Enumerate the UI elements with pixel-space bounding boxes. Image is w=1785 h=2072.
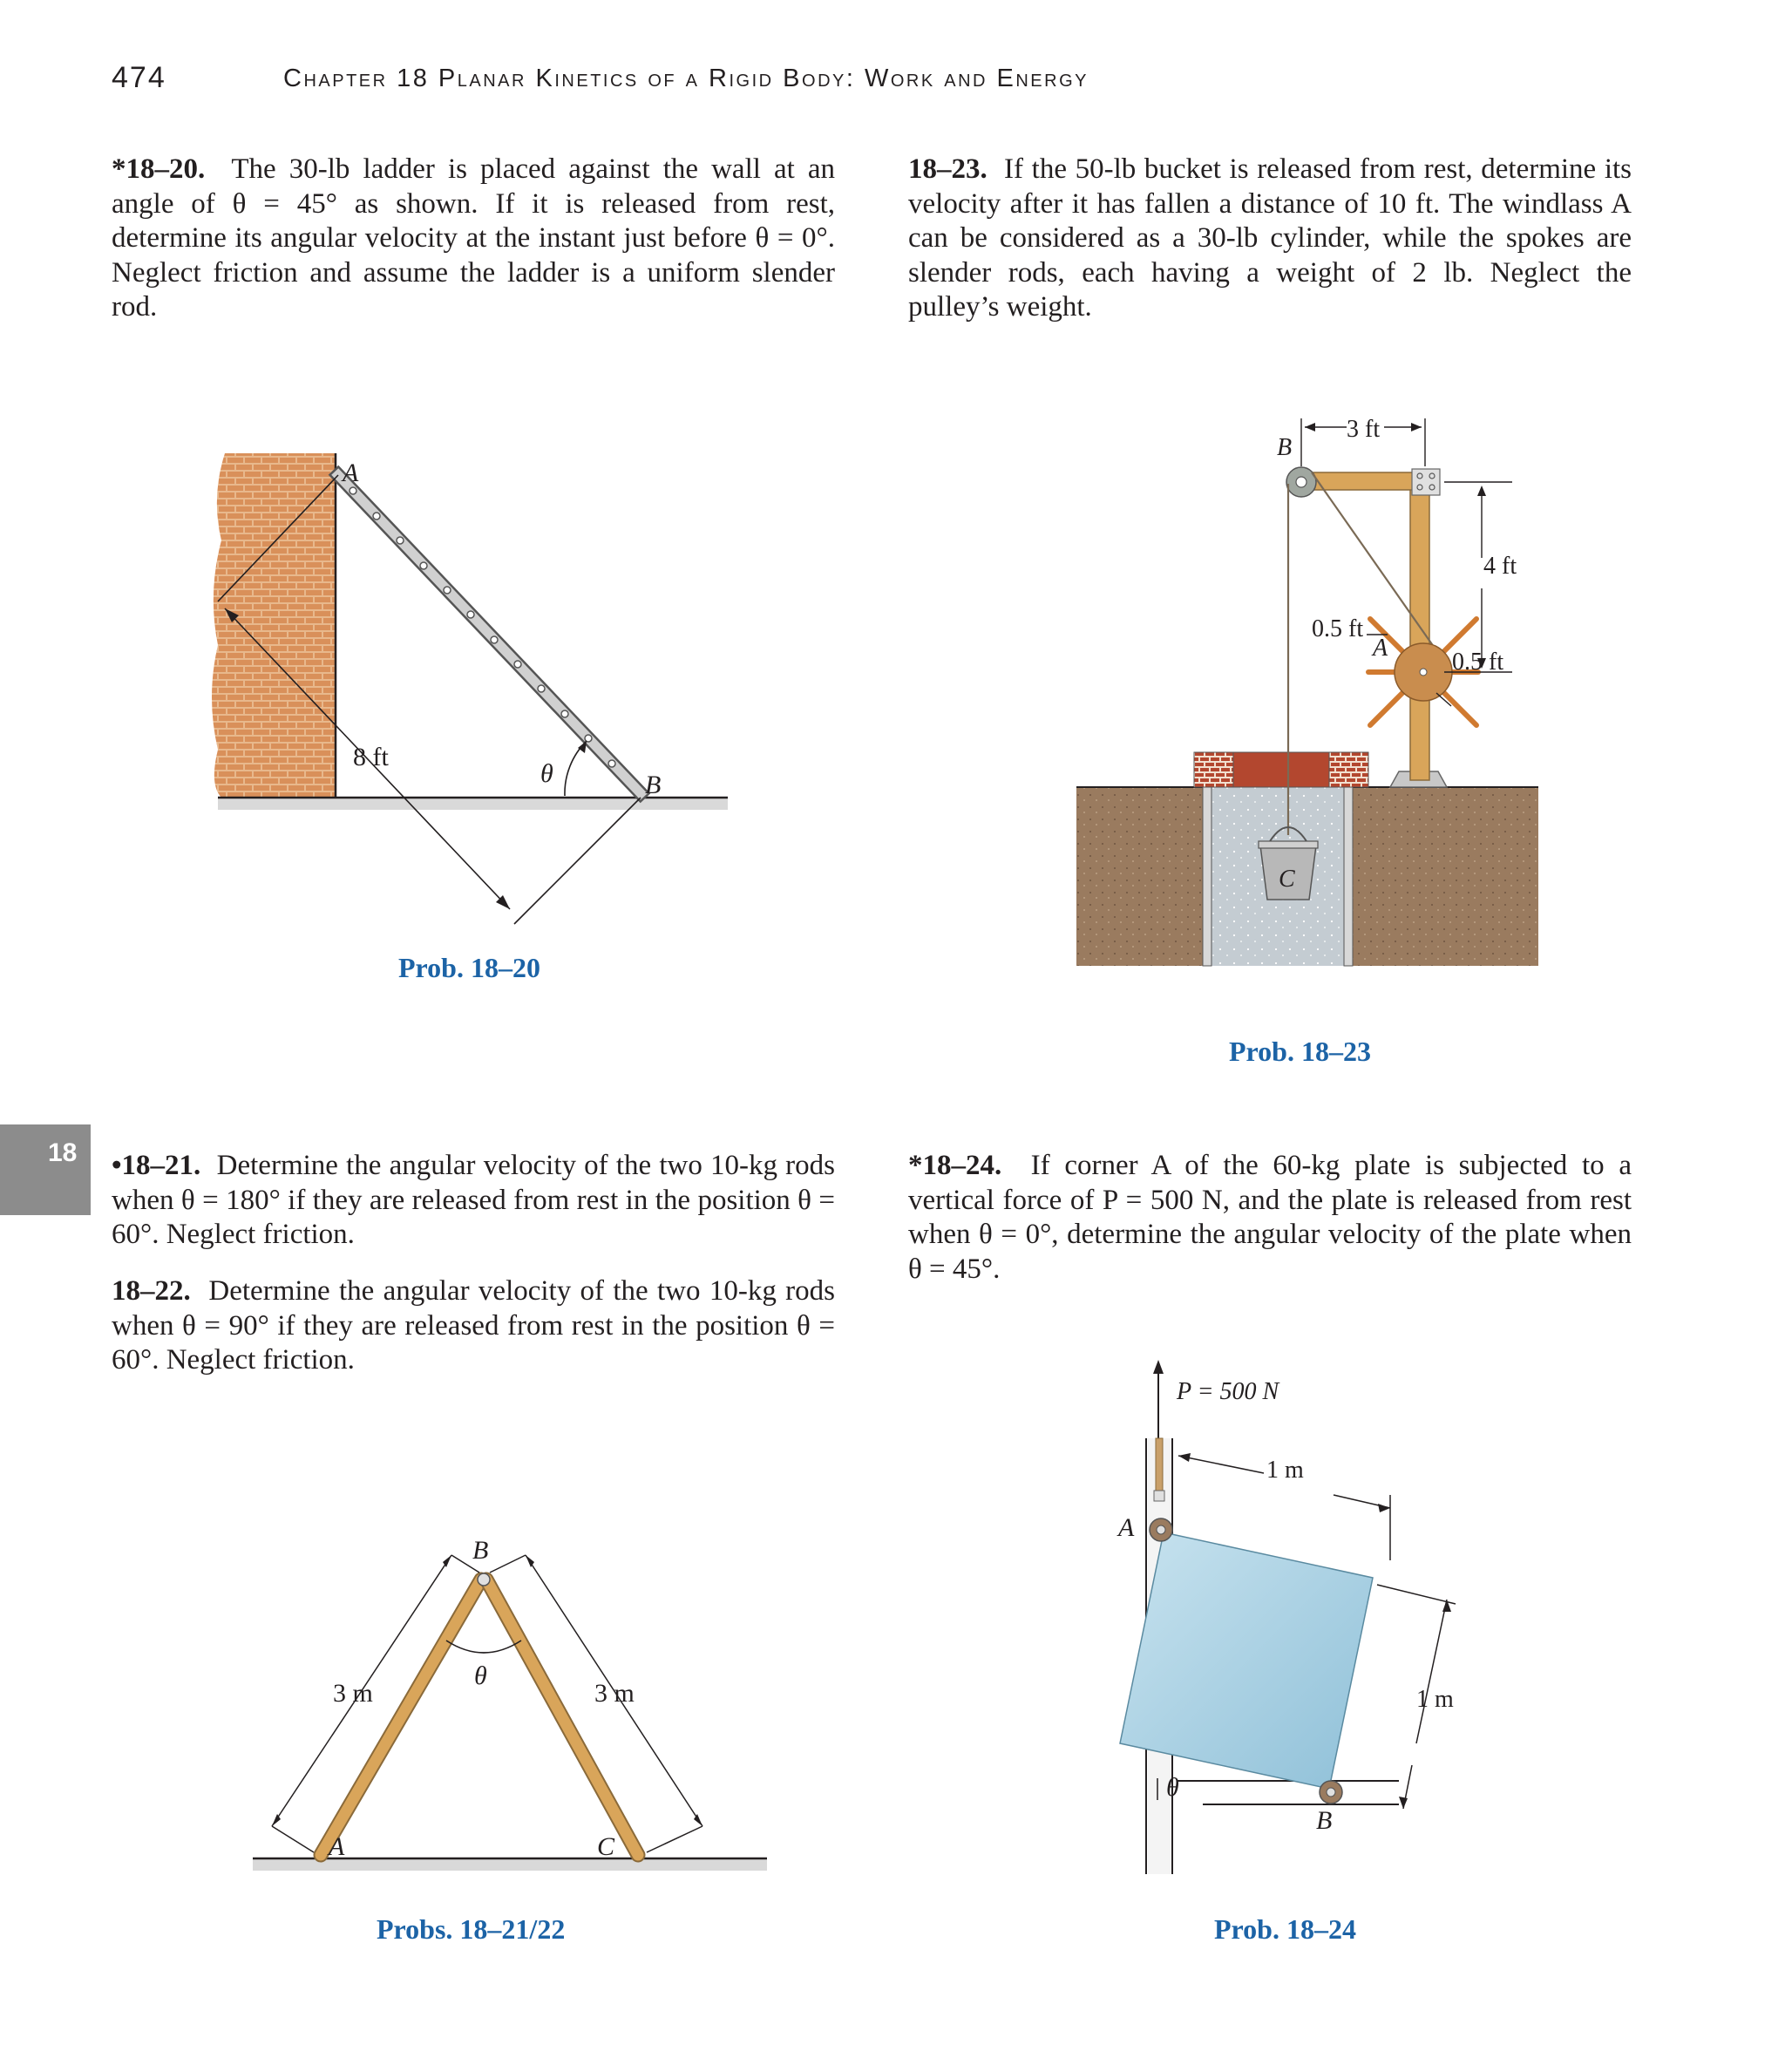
label-theta: θ: [474, 1661, 487, 1690]
caption-18-23: Prob. 18–23: [1229, 1036, 1371, 1067]
problem-number: *18–20.: [112, 153, 206, 185]
label-b: B: [472, 1536, 489, 1565]
problem-text: Determine the angular velocity of the two 10-kg rods when θ = 180° if they are released from rest in the position θ = 60°. Neglect friction.: [112, 1150, 835, 1250]
label-radius-1: 0.5 ft: [1312, 615, 1364, 642]
label-b: B: [1316, 1806, 1333, 1835]
page-number: 474: [112, 61, 166, 94]
problem-number: 18–23.: [908, 153, 988, 185]
label-a: A: [329, 1832, 345, 1861]
label-side-1: 1 m: [1266, 1457, 1304, 1484]
caption-18-20: Prob. 18–20: [398, 952, 540, 983]
problem-18-20: [112, 153, 835, 325]
chapter-tab: [0, 1124, 91, 1215]
chapter-title-text: Chapter 18 Planar Kinetics of a Rigid Body: Work and Energy: [283, 65, 1089, 92]
label-force-text: P = 500 N: [1177, 1378, 1279, 1405]
problem-text: Determine the angular velocity of the two 10-kg rods when θ = 90° if they are released from rest in the position θ = 60°. Neglect friction.: [112, 1275, 835, 1376]
figure-18-21-22: [244, 1517, 784, 1892]
caption-18-21-22: Probs. 18–21/22: [377, 1913, 566, 1945]
problem-number: 18–22.: [112, 1275, 191, 1307]
label-b: B: [1277, 434, 1293, 461]
label-radius-2: 0.5 ft: [1452, 649, 1504, 676]
problem-number: •18–21.: [112, 1150, 201, 1181]
well-curb: [1233, 752, 1329, 787]
problem-text: If corner A of the 60-kg plate is subjected to a vertical force of P = 500 N, and the plate is released from rest when θ = 0°, determine the angular velocity of the plate when θ = 45°.: [908, 1150, 1632, 1285]
brick-wall: [212, 453, 336, 798]
label-theta: θ: [540, 759, 553, 788]
post: [1410, 484, 1429, 780]
chapter-tab-label: 18: [48, 1138, 78, 1167]
label-theta: θ: [1166, 1773, 1179, 1802]
label-a: A: [1118, 1513, 1135, 1542]
label-a: A: [1373, 635, 1388, 662]
problem-18-24: [908, 1149, 1632, 1287]
label-width: 3 ft: [1347, 416, 1381, 443]
ground: [218, 798, 728, 810]
problem-number: *18–24.: [908, 1150, 1002, 1181]
rod-bc: [486, 1579, 638, 1855]
label-length: 8 ft: [353, 743, 389, 771]
caption-18-24: Prob. 18–24: [1214, 1913, 1356, 1945]
problem-18-21: [112, 1149, 835, 1253]
label-c: C: [1279, 866, 1295, 893]
pin-b: [478, 1573, 490, 1586]
plate: [1120, 1532, 1373, 1789]
label-left-length: 3 m: [333, 1679, 373, 1708]
label-height: 4 ft: [1483, 553, 1517, 580]
label-force: [1176, 1378, 1279, 1405]
label-a: A: [343, 459, 359, 487]
label-side-2: 1 m: [1416, 1686, 1454, 1713]
label-right-length: 3 m: [594, 1679, 635, 1708]
force-arrow: [1153, 1360, 1164, 1374]
figure-18-24: [1107, 1360, 1508, 1883]
problem-text: The 30-lb ladder is placed against the wall at an angle of θ = 45° as shown. If it is released from rest, determine its angular velocity at the instant just before θ = 0°. Neglect friction and assume the ladder is a uniform slender rod.: [112, 153, 835, 323]
label-c: C: [597, 1832, 615, 1861]
figure-18-20: [200, 436, 758, 941]
problem-18-22: [112, 1274, 835, 1378]
figure-18-23: [1063, 401, 1551, 976]
horizontal-guide: [1177, 1781, 1399, 1804]
problem-18-23: [908, 153, 1632, 325]
chapter-title: [283, 65, 1089, 93]
label-b: B: [645, 771, 662, 799]
problem-text: If the 50-lb bucket is released from rest, determine its velocity after it has fallen a distance of 10 ft. The windlass A can be considered as a 30-lb cylinder, while the spokes are slender rods, each having a weight of 2 lb. Neglect the pulley’s weight.: [908, 153, 1632, 323]
